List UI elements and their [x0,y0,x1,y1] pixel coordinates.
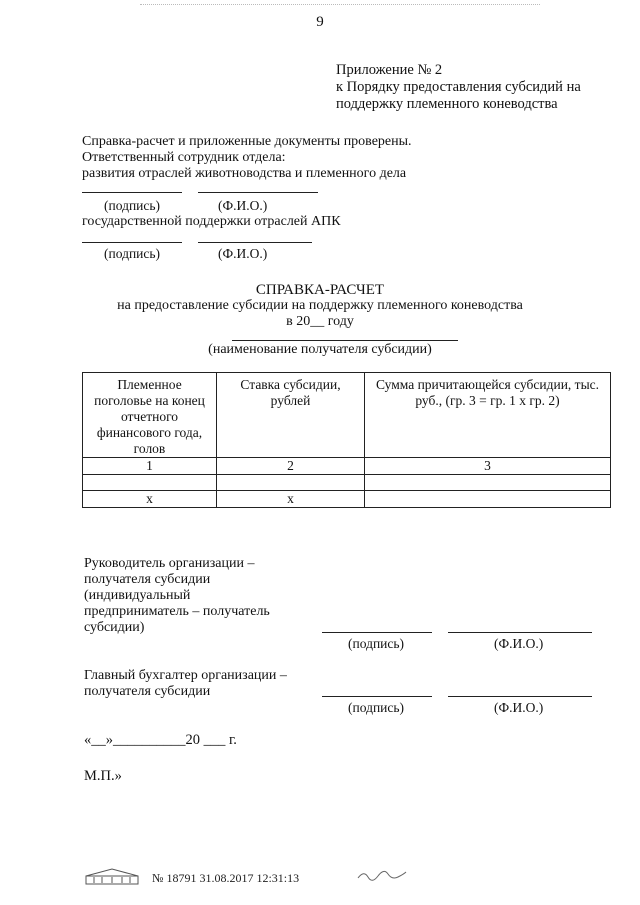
fio-caption: (Ф.И.О.) [494,636,544,651]
table-cell: 3 [365,458,611,475]
head-line: получателя субсидии [84,572,211,587]
fio-line [198,242,312,243]
head-line: (индивидуальный [84,588,191,603]
document-title: СПРАВКА-РАСЧЕТ [255,282,385,298]
table-cell [83,475,217,491]
table-cell: х [217,491,365,508]
check-line-3: развития отраслей животноводства и племенного дела [82,166,407,181]
table-number-row [83,458,611,475]
header-cell-livestock: Племенное поголовье на конец отчетного финансового года, голов [83,373,217,458]
header-cell-amount: Сумма причитающейся субсидии, тыс. руб., (гр. 3 = гр. 1 х гр. 2) [365,373,611,458]
check-line-4: государственной поддержки отраслей АПК [82,214,341,229]
signature-caption: (подпись) [104,198,161,213]
table-cell [217,475,365,491]
fio-caption: (Ф.И.О.) [494,700,544,715]
appendix-line-3: поддержку племенного коневодства [336,96,558,112]
page-number: 9 [316,14,324,30]
calculation-table [82,372,611,508]
appendix-header [336,62,581,113]
fio-caption: (Ф.И.О.) [218,198,268,213]
accountant-line: получателя субсидии [84,684,211,699]
signature-caption: (подпись) [348,700,405,715]
document-registration-stamp: № 18791 31.08.2017 12:31:13 [152,871,300,885]
fio-caption: (Ф.И.О.) [218,246,268,261]
recipient-caption: (наименование получателя субсидии) [208,342,432,357]
signature-line [82,192,182,193]
table-row [83,475,611,491]
accountant-signatory [84,668,287,700]
date-field: «__»__________20 ___ г. [84,732,237,748]
scribble-icon [356,868,408,882]
table-header-row [83,373,611,458]
table-cell: 1 [83,458,217,475]
table-cell [365,491,611,508]
accountant-line: Главный бухгалтер организации – [84,668,287,683]
fio-line [198,192,318,193]
table-cell [365,475,611,491]
appendix-line-2: к Порядку предоставления субсидий на [336,79,581,95]
signature-caption: (подпись) [348,636,405,651]
document-subtitle: на предоставление субсидии на поддержку племенного коневодства [117,298,523,313]
table-cell: х [83,491,217,508]
signature-line [322,632,432,633]
check-line-1: Справка-расчет и приложенные документы проверены. [82,134,412,149]
building-icon [84,866,140,886]
document-logo [84,866,140,890]
head-line: предприниматель – получатель [84,604,270,619]
head-line: Руководитель организации – [84,556,255,571]
recipient-name-line [232,340,458,341]
head-signatory [84,556,270,636]
signature-line [322,696,432,697]
table-row [83,491,611,508]
handwritten-mark [356,868,408,886]
header-cell-rate: Ставка субсидии, рублей [217,373,365,458]
fio-line [448,632,592,633]
signature-caption: (подпись) [104,246,161,261]
document-year: в 20__ году [286,314,354,329]
table-cell: 2 [217,458,365,475]
signature-line [82,242,182,243]
appendix-line-1: Приложение № 2 [336,62,443,78]
check-statement [82,134,412,182]
scan-artifact-line [140,4,540,7]
head-line: субсидии) [84,620,145,635]
check-line-2: Ответственный сотрудник отдела: [82,150,286,165]
seal-place: М.П.» [84,768,122,784]
fio-line [448,696,592,697]
